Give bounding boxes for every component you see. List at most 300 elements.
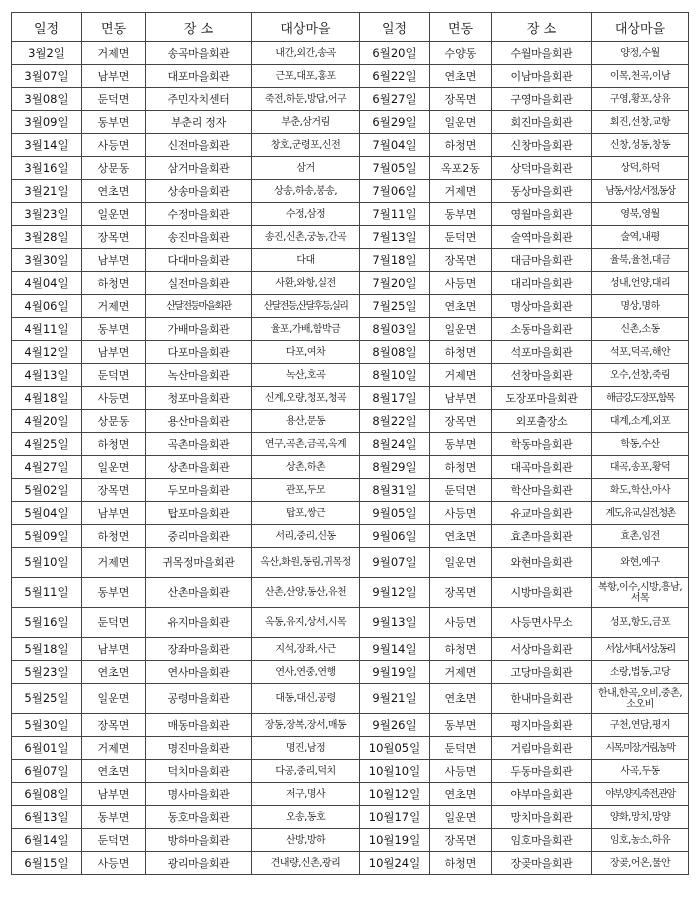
- schedule-table-wrapper: [11, 12, 689, 875]
- district-name: 거제면: [430, 364, 492, 387]
- schedule-date: 9월05일: [360, 502, 430, 525]
- district-name: 장목면: [430, 829, 492, 852]
- district-name: 하청면: [430, 456, 492, 479]
- target-villages: 남동,서상,서정,동상: [592, 180, 689, 203]
- target-villages: 구천,연담,평지: [592, 714, 689, 737]
- schedule-date: 4월13일: [12, 364, 82, 387]
- venue-name: 광리마을회관: [146, 852, 252, 875]
- target-villages: 창호,군령포,신전: [252, 134, 360, 157]
- target-villages: 저구,명사: [252, 783, 360, 806]
- target-villages: 서상,서대,서상,동리: [592, 638, 689, 661]
- target-villages: 산촌,산양,동산,유천: [252, 578, 360, 608]
- venue-name: 실전마을회관: [146, 272, 252, 295]
- district-name: 사등면: [82, 852, 146, 875]
- target-villages: 율포,가배,함박금: [252, 318, 360, 341]
- target-villages: 명상,명하: [592, 295, 689, 318]
- schedule-date: 4월25일: [12, 433, 82, 456]
- schedule-date: 8월31일: [360, 479, 430, 502]
- schedule-date: 4월18일: [12, 387, 82, 410]
- schedule-date: 6월20일: [360, 42, 430, 65]
- district-name: 둔덕면: [82, 608, 146, 638]
- target-villages: 복항,이수,시방,흥남,서목: [592, 578, 689, 608]
- venue-name: 평지마을회관: [492, 714, 592, 737]
- venue-name: 주민자치센터: [146, 88, 252, 111]
- target-villages: 죽전,하둔,방답,어구: [252, 88, 360, 111]
- target-villages: 성포,항도,금포: [592, 608, 689, 638]
- venue-name: 방하마을회관: [146, 829, 252, 852]
- district-name: 동부면: [82, 578, 146, 608]
- table-row: [12, 180, 689, 203]
- schedule-date: 8월22일: [360, 410, 430, 433]
- schedule-date: 10월17일: [360, 806, 430, 829]
- schedule-date: 9월26일: [360, 714, 430, 737]
- target-villages: 내간,외간,송곡: [252, 42, 360, 65]
- schedule-date: 4월06일: [12, 295, 82, 318]
- district-name: 둔덕면: [430, 226, 492, 249]
- district-name: 동부면: [430, 433, 492, 456]
- schedule-date: 3월07일: [12, 65, 82, 88]
- table-row: [12, 387, 689, 410]
- venue-name: 덕치마을회관: [146, 760, 252, 783]
- schedule-date: 6월13일: [12, 806, 82, 829]
- target-villages: 야부,양지,죽전,관암: [592, 783, 689, 806]
- table-row: [12, 661, 689, 684]
- venue-name: 다대마을회관: [146, 249, 252, 272]
- col-header-villages: 대상마을: [592, 13, 689, 42]
- target-villages: 와현,예구: [592, 548, 689, 578]
- table-row: [12, 829, 689, 852]
- district-name: 장목면: [430, 249, 492, 272]
- target-villages: 양화,망치,망양: [592, 806, 689, 829]
- target-villages: 송진,신촌,궁농,간곡: [252, 226, 360, 249]
- col-header-villages: 대상마을: [252, 13, 360, 42]
- venue-name: 학동마을회관: [492, 433, 592, 456]
- venue-name: 동상마을회관: [492, 180, 592, 203]
- district-name: 사등면: [430, 760, 492, 783]
- target-villages: 대계,소계,외포: [592, 410, 689, 433]
- schedule-date: 8월03일: [360, 318, 430, 341]
- district-name: 일운면: [430, 111, 492, 134]
- target-villages: 근포,대포,홍포: [252, 65, 360, 88]
- district-name: 둔덕면: [430, 737, 492, 760]
- venue-name: 석포마을회관: [492, 341, 592, 364]
- venue-name: 한내마을회관: [492, 684, 592, 714]
- district-name: 옥포2동: [430, 157, 492, 180]
- schedule-date: 5월16일: [12, 608, 82, 638]
- target-villages: 시목,미장,거림,농막: [592, 737, 689, 760]
- target-villages: 연구,곡촌,금곡,옥계: [252, 433, 360, 456]
- target-villages: 수정,삼정: [252, 203, 360, 226]
- venue-name: 거림마을회관: [492, 737, 592, 760]
- district-name: 연초면: [430, 783, 492, 806]
- schedule-date: 6월29일: [360, 111, 430, 134]
- district-name: 동부면: [82, 318, 146, 341]
- venue-name: 고당마을회관: [492, 661, 592, 684]
- venue-name: 상덕마을회관: [492, 157, 592, 180]
- venue-name: 상촌마을회관: [146, 456, 252, 479]
- schedule-date: 9월07일: [360, 548, 430, 578]
- target-villages: 성내,언양,대리: [592, 272, 689, 295]
- schedule-date: 8월10일: [360, 364, 430, 387]
- district-name: 상문동: [82, 157, 146, 180]
- district-name: 남부면: [82, 638, 146, 661]
- table-row: [12, 714, 689, 737]
- table-row: [12, 364, 689, 387]
- table-row: [12, 42, 689, 65]
- district-name: 일운면: [430, 806, 492, 829]
- venue-name: 수정마을회관: [146, 203, 252, 226]
- district-name: 거제면: [82, 295, 146, 318]
- target-villages: 임호,농소,하유: [592, 829, 689, 852]
- target-villages: 해금강,도장포,함목: [592, 387, 689, 410]
- schedule-date: 6월27일: [360, 88, 430, 111]
- district-name: 연초면: [430, 65, 492, 88]
- venue-name: 대포마을회관: [146, 65, 252, 88]
- venue-name: 산달전등마을회관: [146, 295, 252, 318]
- target-villages: 상송,하송,봉송,: [252, 180, 360, 203]
- district-name: 거제면: [82, 548, 146, 578]
- schedule-date: 7월13일: [360, 226, 430, 249]
- district-name: 거제면: [82, 42, 146, 65]
- district-name: 동부면: [82, 806, 146, 829]
- target-villages: 구영,황포,상유: [592, 88, 689, 111]
- schedule-date: 6월07일: [12, 760, 82, 783]
- venue-name: 용산마을회관: [146, 410, 252, 433]
- schedule-date: 10월24일: [360, 852, 430, 875]
- table-row: [12, 737, 689, 760]
- target-villages: 학동,수산: [592, 433, 689, 456]
- schedule-date: 3월16일: [12, 157, 82, 180]
- target-villages: 상덕,하덕: [592, 157, 689, 180]
- col-header-date: 일정: [12, 13, 82, 42]
- district-name: 하청면: [430, 341, 492, 364]
- venue-name: 두동마을회관: [492, 760, 592, 783]
- district-name: 일운면: [82, 456, 146, 479]
- table-row: [12, 226, 689, 249]
- schedule-date: 5월23일: [12, 661, 82, 684]
- district-name: 거제면: [430, 180, 492, 203]
- target-villages: 탑포,쌍근: [252, 502, 360, 525]
- table-row: [12, 433, 689, 456]
- venue-name: 선창마을회관: [492, 364, 592, 387]
- district-name: 하청면: [82, 525, 146, 548]
- table-row: [12, 548, 689, 578]
- district-name: 상문동: [82, 410, 146, 433]
- schedule-date: 3월30일: [12, 249, 82, 272]
- district-name: 연초면: [82, 760, 146, 783]
- target-villages: 효촌,임전: [592, 525, 689, 548]
- district-name: 사등면: [430, 502, 492, 525]
- district-name: 연초면: [82, 661, 146, 684]
- table-row: [12, 684, 689, 714]
- venue-name: 부춘리 정자: [146, 111, 252, 134]
- schedule-date: 9월06일: [360, 525, 430, 548]
- target-villages: 신창,성동,창동: [592, 134, 689, 157]
- schedule-date: 5월04일: [12, 502, 82, 525]
- district-name: 동부면: [430, 203, 492, 226]
- district-name: 남부면: [430, 387, 492, 410]
- schedule-date: 5월11일: [12, 578, 82, 608]
- district-name: 수양동: [430, 42, 492, 65]
- schedule-date: 6월22일: [360, 65, 430, 88]
- venue-name: 회진마을회관: [492, 111, 592, 134]
- table-row: [12, 502, 689, 525]
- district-name: 하청면: [430, 852, 492, 875]
- schedule-date: 6월14일: [12, 829, 82, 852]
- schedule-date: 3월21일: [12, 180, 82, 203]
- schedule-date: 5월25일: [12, 684, 82, 714]
- venue-name: 연사마을회관: [146, 661, 252, 684]
- schedule-date: 3월09일: [12, 111, 82, 134]
- target-villages: 술역,내평: [592, 226, 689, 249]
- schedule-date: 5월10일: [12, 548, 82, 578]
- district-name: 장목면: [82, 479, 146, 502]
- venue-name: 도장포마을회관: [492, 387, 592, 410]
- target-villages: 부춘,삼거림: [252, 111, 360, 134]
- schedule-date: 6월15일: [12, 852, 82, 875]
- schedule-date: 10월19일: [360, 829, 430, 852]
- schedule-date: 8월08일: [360, 341, 430, 364]
- district-name: 일운면: [430, 548, 492, 578]
- district-name: 거제면: [82, 737, 146, 760]
- schedule-date: 7월06일: [360, 180, 430, 203]
- target-villages: 오송,동호: [252, 806, 360, 829]
- district-name: 하청면: [82, 272, 146, 295]
- table-row: [12, 608, 689, 638]
- table-row: [12, 157, 689, 180]
- venue-name: 소동마을회관: [492, 318, 592, 341]
- schedule-date: 9월21일: [360, 684, 430, 714]
- district-name: 하청면: [430, 638, 492, 661]
- venue-name: 이남마을회관: [492, 65, 592, 88]
- target-villages: 지석,장좌,사근: [252, 638, 360, 661]
- target-villages: 회진,선창,교항: [592, 111, 689, 134]
- target-villages: 화도,학산,아사: [592, 479, 689, 502]
- target-villages: 양정,수월: [592, 42, 689, 65]
- schedule-date: 3월14일: [12, 134, 82, 157]
- venue-name: 중리마을회관: [146, 525, 252, 548]
- col-header-place: 장 소: [146, 13, 252, 42]
- schedule-date: 4월27일: [12, 456, 82, 479]
- venue-name: 귀목정마을회관: [146, 548, 252, 578]
- table-row: [12, 456, 689, 479]
- target-villages: 연사,연중,연행: [252, 661, 360, 684]
- target-villages: 서리,중리,신동: [252, 525, 360, 548]
- header-row: [12, 13, 689, 42]
- venue-name: 망치마을회관: [492, 806, 592, 829]
- schedule-date: 9월13일: [360, 608, 430, 638]
- district-name: 하청면: [430, 134, 492, 157]
- venue-name: 영월마을회관: [492, 203, 592, 226]
- venue-name: 대금마을회관: [492, 249, 592, 272]
- schedule-date: 3월23일: [12, 203, 82, 226]
- target-villages: 신촌,소동: [592, 318, 689, 341]
- venue-name: 명상마을회관: [492, 295, 592, 318]
- target-villages: 다공,중리,덕치: [252, 760, 360, 783]
- table-row: [12, 341, 689, 364]
- table-row: [12, 578, 689, 608]
- venue-name: 송곡마을회관: [146, 42, 252, 65]
- district-name: 남부면: [82, 65, 146, 88]
- target-villages: 옥동,유지,상서,시목: [252, 608, 360, 638]
- venue-name: 명사마을회관: [146, 783, 252, 806]
- schedule-date: 5월30일: [12, 714, 82, 737]
- venue-name: 상송마을회관: [146, 180, 252, 203]
- venue-name: 야부마을회관: [492, 783, 592, 806]
- district-name: 사등면: [82, 387, 146, 410]
- venue-name: 술역마을회관: [492, 226, 592, 249]
- target-villages: 한내,한곡,오비,중촌,소오비: [592, 684, 689, 714]
- table-row: [12, 783, 689, 806]
- schedule-date: 7월05일: [360, 157, 430, 180]
- district-name: 둔덕면: [430, 479, 492, 502]
- venue-name: 수월마을회관: [492, 42, 592, 65]
- district-name: 일운면: [82, 684, 146, 714]
- schedule-date: 7월18일: [360, 249, 430, 272]
- schedule-date: 3월28일: [12, 226, 82, 249]
- district-name: 연초면: [82, 180, 146, 203]
- venue-name: 구영마을회관: [492, 88, 592, 111]
- target-villages: 상촌,하촌: [252, 456, 360, 479]
- schedule-date: 6월08일: [12, 783, 82, 806]
- col-header-district: 면동: [430, 13, 492, 42]
- col-header-place: 장 소: [492, 13, 592, 42]
- district-name: 일운면: [430, 318, 492, 341]
- target-villages: 오수,선창,죽림: [592, 364, 689, 387]
- venue-name: 장곶마을회관: [492, 852, 592, 875]
- schedule-date: 9월19일: [360, 661, 430, 684]
- venue-name: 장좌마을회관: [146, 638, 252, 661]
- district-name: 장목면: [430, 410, 492, 433]
- venue-name: 임호마을회관: [492, 829, 592, 852]
- target-villages: 사곡,두동: [592, 760, 689, 783]
- table-row: [12, 272, 689, 295]
- district-name: 동부면: [430, 714, 492, 737]
- district-name: 일운면: [82, 203, 146, 226]
- target-villages: 명진,남정: [252, 737, 360, 760]
- target-villages: 사환,와항,실전: [252, 272, 360, 295]
- schedule-date: 5월02일: [12, 479, 82, 502]
- target-villages: 영북,영월: [592, 203, 689, 226]
- venue-name: 유지마을회관: [146, 608, 252, 638]
- district-name: 장목면: [430, 88, 492, 111]
- venue-name: 외포출장소: [492, 410, 592, 433]
- table-row: [12, 410, 689, 433]
- district-name: 둔덕면: [82, 829, 146, 852]
- target-villages: 관포,두모: [252, 479, 360, 502]
- schedule-date: 7월04일: [360, 134, 430, 157]
- table-row: [12, 852, 689, 875]
- schedule-date: 4월20일: [12, 410, 82, 433]
- target-villages: 옥산,화원,동림,귀목정: [252, 548, 360, 578]
- district-name: 장목면: [430, 578, 492, 608]
- target-villages: 소랑,법동,고당: [592, 661, 689, 684]
- venue-name: 탑포마을회관: [146, 502, 252, 525]
- schedule-date: 4월11일: [12, 318, 82, 341]
- table-row: [12, 525, 689, 548]
- table-row: [12, 638, 689, 661]
- venue-name: 삼거마을회관: [146, 157, 252, 180]
- district-name: 둔덕면: [82, 364, 146, 387]
- table-row: [12, 134, 689, 157]
- venue-name: 효촌마을회관: [492, 525, 592, 548]
- district-name: 둔덕면: [82, 88, 146, 111]
- target-villages: 녹산,호곡: [252, 364, 360, 387]
- target-villages: 산방,방하: [252, 829, 360, 852]
- district-name: 동부면: [82, 111, 146, 134]
- district-name: 남부면: [82, 783, 146, 806]
- venue-name: 곡촌마을회관: [146, 433, 252, 456]
- table-row: [12, 203, 689, 226]
- venue-name: 신창마을회관: [492, 134, 592, 157]
- venue-name: 다포마을회관: [146, 341, 252, 364]
- target-villages: 산달전등,산달후등,실리: [252, 295, 360, 318]
- venue-name: 학산마을회관: [492, 479, 592, 502]
- schedule-date: 8월29일: [360, 456, 430, 479]
- table-row: [12, 295, 689, 318]
- district-name: 사등면: [430, 272, 492, 295]
- schedule-date: 4월04일: [12, 272, 82, 295]
- venue-name: 두모마을회관: [146, 479, 252, 502]
- target-villages: 석포,덕곡,해안: [592, 341, 689, 364]
- table-row: [12, 479, 689, 502]
- col-header-date: 일정: [360, 13, 430, 42]
- district-name: 사등면: [82, 134, 146, 157]
- schedule-date: 4월12일: [12, 341, 82, 364]
- table-row: [12, 88, 689, 111]
- table-row: [12, 760, 689, 783]
- target-villages: 대동,대신,공령: [252, 684, 360, 714]
- schedule-date: 10월05일: [360, 737, 430, 760]
- venue-name: 공령마을회관: [146, 684, 252, 714]
- venue-name: 명진마을회관: [146, 737, 252, 760]
- venue-name: 매동마을회관: [146, 714, 252, 737]
- venue-name: 시방마을회관: [492, 578, 592, 608]
- district-name: 남부면: [82, 341, 146, 364]
- district-name: 사등면: [430, 608, 492, 638]
- target-villages: 용산,문동: [252, 410, 360, 433]
- schedule-date: 5월09일: [12, 525, 82, 548]
- district-name: 남부면: [82, 502, 146, 525]
- target-villages: 이목,천곡,이남: [592, 65, 689, 88]
- district-name: 거제면: [430, 661, 492, 684]
- schedule-date: 10월12일: [360, 783, 430, 806]
- venue-name: 대리마을회관: [492, 272, 592, 295]
- district-name: 장목면: [82, 226, 146, 249]
- target-villages: 율북,율천,대금: [592, 249, 689, 272]
- target-villages: 견내량,신촌,광리: [252, 852, 360, 875]
- target-villages: 삼거: [252, 157, 360, 180]
- district-name: 연초면: [430, 295, 492, 318]
- venue-name: 녹산마을회관: [146, 364, 252, 387]
- schedule-date: 3월2일: [12, 42, 82, 65]
- district-name: 하청면: [82, 433, 146, 456]
- district-name: 남부면: [82, 249, 146, 272]
- table-row: [12, 111, 689, 134]
- col-header-district: 면동: [82, 13, 146, 42]
- venue-name: 송진마을회관: [146, 226, 252, 249]
- venue-name: 사등면사무소: [492, 608, 592, 638]
- venue-name: 서상마을회관: [492, 638, 592, 661]
- schedule-date: 5월18일: [12, 638, 82, 661]
- venue-name: 청포마을회관: [146, 387, 252, 410]
- venue-name: 동호마을회관: [146, 806, 252, 829]
- schedule-date: 9월12일: [360, 578, 430, 608]
- target-villages: 장동,장복,장서,매동: [252, 714, 360, 737]
- venue-name: 대곡마을회관: [492, 456, 592, 479]
- target-villages: 신계,오량,청포,청곡: [252, 387, 360, 410]
- venue-name: 산촌마을회관: [146, 578, 252, 608]
